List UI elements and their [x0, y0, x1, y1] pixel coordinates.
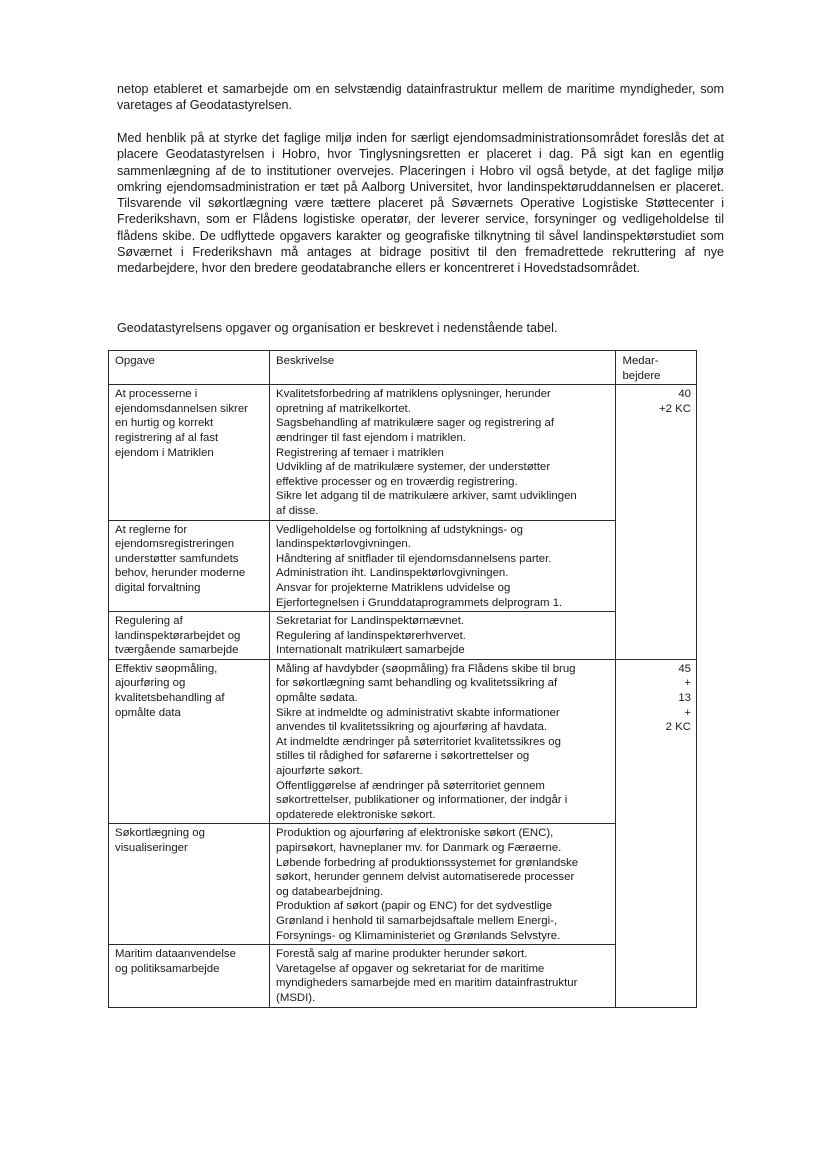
description-line: Varetagelse af opgaver og sekretariat for de maritime: [276, 962, 545, 975]
table-header-row: [109, 351, 697, 385]
description-line: stilles til rådighed for søfarerne i søkortrettelser og: [276, 750, 530, 763]
task-line: opmålte data: [115, 706, 181, 719]
description-cell: [270, 385, 616, 520]
description-line: Udvikling af de matrikulære systemer, der understøtter: [276, 461, 551, 474]
description-cell: [270, 945, 616, 1007]
description-line: opmålte sødata.: [276, 692, 358, 705]
description-cell: [270, 659, 616, 824]
paragraph-table-intro: Geodatastyrelsens opgaver og organisation er beskrevet i nedenstående tabel.: [117, 321, 558, 335]
staff-count-line: +: [684, 706, 691, 719]
description-line: ajourførte søkort.: [276, 765, 363, 778]
description-line: for søkortlægning samt behandling og kvalitetssikring af: [276, 677, 558, 690]
task-line: At reglerne for: [115, 523, 188, 536]
description-line: Kvalitetsforbedring af matriklens oplysninger, herunder: [276, 388, 551, 401]
description-line: Forsynings- og Klimaministeriet og Grønlands Selvstyre.: [276, 929, 561, 942]
task-line: tværgående samarbejde: [115, 644, 239, 657]
description-line: myndigheders samarbejde med en maritim datainfrastruktur: [276, 977, 578, 990]
description-cell: [270, 824, 616, 945]
description-line: Sagsbehandling af matrikulære sager og registrering af: [276, 417, 554, 430]
header-staff: [616, 351, 697, 385]
staff-count-cell: [616, 659, 697, 1007]
header-description: Beskrivelse: [270, 351, 616, 385]
task-line: ejendom i Matriklen: [115, 446, 214, 459]
description-line: papirsøkort, havneplaner mv. for Danmark og Færøerne.: [276, 842, 562, 854]
table-row: [109, 612, 697, 660]
task-line: ejendomsdannelsen sikrer: [115, 402, 248, 415]
paragraph-relocation: Med henblik på at styrke det faglige miljø inden for særligt ejendomsadministrationsområdet foreslås det at placere Geodatastyrelsen i Hobro, hvor Tinglysningsretten er placeret i dag. På sigt kan en egentlig sammenlægning af de to institutioner overvejes. Placeringen i Hobro vil også betyde, at det faglige miljø omkring ejendomsadministration er tæt på Aalborg Universitet, hvor landinspektøruddannelsen er placeret. Tilsvarende vil søkortlægning være tættere placeret på Søværnets Operative Logistiske Støttecenter i Frederikshavn, som er Flådens logistiske operatør, der leverer service, forsyninger og vedligeholdelse til flådens skibe. De udflyttede opgavers karakter og geografiske tilknytning til såvel landinspektørstudiet som Søværnet i Frederikshavn må antages at bidrage positivt til den fremadrettede rekruttering af nye medarbejdere, hvor den bredere geodatabranche ellers er koncentreret i Hovedstadsområdet.: [117, 131, 724, 276]
description-line: Ejerfortegnelsen i Grunddataprogrammets delprogram 1.: [276, 596, 563, 609]
description-line: effektive processer og en troværdig registrering.: [276, 475, 518, 488]
staff-count-line: 45: [678, 662, 691, 675]
staff-count-line: +2 KC: [659, 402, 691, 415]
description-line: Sikre at indmeldte og administrativt skabte informationer: [276, 706, 560, 719]
description-cell: [270, 612, 616, 660]
task-line: Søkortlægning og: [115, 827, 205, 840]
description-line: Sikre let adgang til de matrikulære arkiver, samt udviklingen: [276, 490, 577, 503]
description-line: Måling af havdybder (søopmåling) fra Flådens skibe til brug: [276, 662, 576, 675]
task-line: landinspektørarbejdet og: [115, 629, 241, 642]
description-line: Internationalt matrikulært samarbejde: [276, 644, 465, 657]
task-line: registrering af al fast: [115, 431, 219, 444]
description-line: landinspektørlovgivningen.: [276, 538, 411, 551]
description-line: Produktion af søkort (papir og ENC) for det sydvestlige: [276, 900, 553, 913]
staff-count-line: 2 KC: [665, 721, 691, 734]
task-line: Maritim dataanvendelse: [115, 948, 236, 961]
task-line: Regulering af: [115, 615, 183, 628]
description-line: Løbende forbedring af produktionssystemet for grønlandske: [276, 856, 579, 869]
task-cell: [109, 659, 270, 824]
staff-count-line: +: [684, 677, 691, 690]
table-row: [109, 659, 697, 824]
task-cell: [109, 385, 270, 520]
description-line: Grønland i henhold til samarbejdsaftale mellem Energi-,: [276, 914, 558, 927]
description-line: Vedligeholdelse og fortolkning af udstyknings- og: [276, 523, 523, 536]
description-line: Offentliggørelse af ændringer på søterritoriet gennem: [276, 779, 545, 792]
description-line: Håndtering af snitflader til ejendomsdannelsens parter.: [276, 552, 552, 565]
description-line: Regulering af landinspektørerhvervet.: [276, 629, 466, 642]
description-line: Forestå salg af marine produkter herunder søkort.: [276, 948, 528, 961]
staff-count-line: 13: [678, 692, 691, 705]
table-row: [109, 520, 697, 612]
tasks-table: [108, 350, 697, 1008]
description-line: Ansvar for projekterne Matriklens udvidelse og: [276, 581, 511, 594]
task-line: kvalitetsbehandling af: [115, 692, 225, 705]
staff-count-cell: [616, 385, 697, 660]
task-cell: [109, 824, 270, 945]
paragraph-intro: netop etableret et samarbejde om en selvstændig datainfrastruktur mellem de maritime myndigheder, som varetages af Geodatastyrelsen.: [117, 82, 724, 113]
task-cell: [109, 612, 270, 660]
description-line: Produktion og ajourføring af elektroniske søkort (ENC),: [276, 827, 554, 840]
task-line: ejendomsregistreringen: [115, 538, 235, 551]
description-line: og databearbejdning.: [276, 885, 384, 898]
description-line: ændringer til fast ejendom i matriklen.: [276, 431, 466, 444]
table-row: [109, 385, 697, 520]
description-line: opretning af matrikelkortet.: [276, 402, 411, 415]
description-line: af disse.: [276, 504, 319, 517]
task-line: og politiksamarbejde: [115, 962, 220, 975]
description-line: anvendes til kvalitetssikring og ajourføring af havdata.: [276, 721, 548, 734]
description-line: At indmeldte ændringer på søterritoriet kvalitetssikres og: [276, 735, 561, 748]
description-line: Registrering af temaer i matriklen: [276, 446, 444, 459]
description-cell: [270, 520, 616, 612]
description-line: (MSDI).: [276, 991, 316, 1004]
description-line: Sekretariat for Landinspektørnævnet.: [276, 615, 465, 628]
staff-count-line: 40: [678, 388, 691, 401]
task-cell: [109, 520, 270, 612]
task-line: en hurtig og korrekt: [115, 417, 214, 430]
header-staff-line2: bejdere: [622, 369, 661, 382]
task-cell: [109, 945, 270, 1007]
task-line: ajourføring og: [115, 677, 186, 690]
description-line: opdaterede elektroniske søkort.: [276, 808, 436, 821]
header-task: Opgave: [109, 351, 270, 385]
header-staff-line1: Medar-: [622, 355, 659, 367]
task-line: Effektiv søopmåling,: [115, 662, 218, 675]
task-line: understøtter samfundets: [115, 552, 239, 565]
task-line: behov, herunder moderne: [115, 567, 246, 580]
task-line: digital forvaltning: [115, 581, 201, 594]
description-line: søkortrettelser, publikationer og informationer, der indgår i: [276, 794, 568, 807]
description-line: søkort, herunder gennem delvist automatiserede processer: [276, 871, 575, 884]
table-row: [109, 945, 697, 1007]
description-line: Administration iht. Landinspektørlovgivningen.: [276, 567, 509, 580]
table-row: [109, 824, 697, 945]
task-line: visualiseringer: [115, 842, 188, 854]
task-line: At processerne i: [115, 388, 198, 401]
